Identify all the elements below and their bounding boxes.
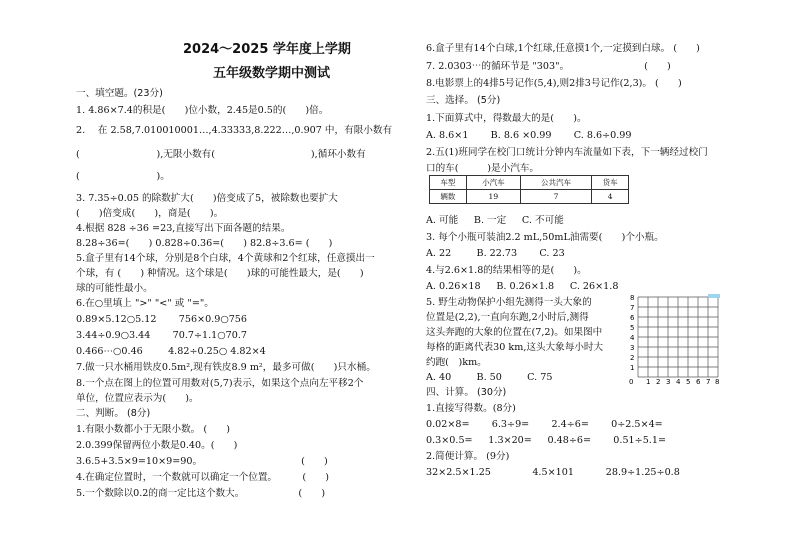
coordinate-grid [626, 292, 721, 390]
table-cell: 4 [592, 190, 629, 204]
x-tick: 2 [656, 378, 661, 386]
question-line: 1.下面算式中，得数最大的是( )。 [426, 113, 587, 124]
question-line: 球的可能性最小。 [76, 283, 153, 294]
question-line: 8.28÷36=( ) 0.828÷0.36=( ) 82.8÷3.6= ( ) [76, 238, 333, 249]
question-line: 单位，位置应表示为( )。 [76, 393, 199, 404]
table-row [430, 190, 629, 204]
table-cell: 货车 [592, 176, 629, 190]
question-line: 7. 2.0303⋯的循环节是 "303"。 ( ) [426, 61, 671, 72]
question-line: 0.466⋯○0.46 4.82÷0.25○ 4.82×4 [76, 346, 266, 357]
page-title-1: 2024～2025 学年度上学期 [183, 42, 351, 57]
table-row [430, 176, 629, 190]
question-line: 约跑( )km。 [426, 357, 487, 368]
question-line: 8.电影票上的4排5号记作(5,4),则2排3号记作(2,3)。 ( ) [426, 78, 682, 89]
question-line: 位置是(2,2),一直向东跑,2小时后,测得 [426, 312, 589, 323]
question-line: 6.在○里填上 ">" "<" 或 "="。 [76, 298, 214, 309]
x-tick: 8 [715, 378, 720, 386]
y-tick: 7 [630, 304, 635, 312]
question-line: 0.02×8= 6.3÷9= 2.4÷6= 0÷2.5×4= [426, 419, 663, 430]
question-line: ( ),无限小数有( ),循环小数有 [76, 149, 366, 160]
question-line: 0.89×5.12○5.12 756×0.9○756 [76, 314, 248, 325]
x-tick: 6 [696, 378, 701, 386]
question-line: A. 22 B. 22.73 C. 23 [426, 248, 565, 259]
question-line: 每格的距离代表30 km,这头大象每小时大 [426, 342, 604, 353]
x-tick: 7 [706, 378, 711, 386]
question-line: 2.简便计算。 (9分) [426, 451, 510, 462]
section-calc-heading: 四、计算。 (30分) [426, 387, 507, 398]
table-cell: 7 [520, 190, 591, 204]
question-line: ( )。 [76, 171, 170, 182]
y-tick: 2 [630, 354, 635, 362]
question-line: 8.一个点在图上的位置可用数对(5,7)表示，如果这个点向左平移2个 [76, 378, 364, 389]
question-line: 5.一个数除以0.2的商一定比这个数大。 ( ) [76, 488, 326, 499]
question-line: 1.有限小数都小于无限小数。 ( ) [76, 424, 231, 435]
section-judge-heading: 二、判断。 (8分) [76, 408, 151, 419]
grid-lines [638, 297, 718, 377]
question-line: 这头奔跑的大象的位置在(7,2)。如果图中 [426, 327, 603, 338]
question-line: 3.6.5+3.5×9=10×9=90。 ( ) [76, 456, 328, 467]
question-line: 5.盒子里有14个球，分别是8个白球，4个黄球和2个红球，任意摸出一 [76, 253, 375, 264]
question-line: A. 0.26×18 B. 0.26×1.8 C. 26×1.8 [426, 281, 619, 292]
question-line: 个球，有 ( ) 种情况。这个球是( )球的可能性最大，是( ) [76, 268, 364, 279]
question-line: 4.与2.6×1.8的结果相等的是( )。 [426, 265, 587, 276]
y-tick: 5 [630, 324, 635, 332]
y-tick: 8 [630, 294, 635, 302]
y-tick: 6 [630, 314, 635, 322]
question-line: ( )倍变成( )，商是( )。 [76, 208, 224, 219]
blue-marker [708, 294, 720, 298]
question-line: 口的车( )是小汽车。 [426, 163, 540, 174]
question-line: 2. 在 2.58,7.010010001…,4.33333,8.222…,0.907 中，有限小数有 [76, 125, 393, 136]
question-line: 32×2.5×1.25 4.5×101 28.9÷1.25÷0.8 [426, 467, 680, 478]
y-tick: 3 [630, 344, 635, 352]
table-cell: 小汽车 [466, 176, 520, 190]
table-cell: 车型 [430, 176, 467, 190]
question-line: 3.44÷0.9○3.44 70.7÷1.1○70.7 [76, 330, 248, 341]
x-tick: 4 [676, 378, 681, 386]
x-tick: 1 [646, 378, 651, 386]
question-line: 4.根据 828 ÷36 =23,直接写出下面各题的结果。 [76, 223, 291, 234]
question-line: 0.3×0.5= 1.3×20= 0.48÷6= 0.51÷5.1= [426, 435, 666, 446]
question-line: 1.直接写得数。(8分) [426, 403, 516, 414]
x-tick: 3 [666, 378, 671, 386]
table-cell: 19 [466, 190, 520, 204]
question-line: A. 可能 B. 一定 C. 不可能 [426, 215, 564, 226]
table-cell: 公共汽车 [520, 176, 591, 190]
section-choice-heading: 三、选择。 (5分) [426, 95, 501, 106]
page-title-2: 五年级数学期中测试 [213, 66, 331, 81]
question-line: 2.五(1)班同学在校门口统计分钟内车流量如下表，下一辆经过校门 [426, 147, 708, 158]
question-line: 6.盒子里有14个白球,1个红球,任意摸1个,一定摸到白球。 ( ) [426, 43, 700, 54]
question-line: 5. 野生动物保护小组先测得一头大象的 [426, 297, 592, 308]
question-line: 3. 7.35÷0.05 的除数扩大( )倍变成了5，被除数也要扩大 [76, 193, 338, 204]
question-line: 1. 4.86×7.4的积是( )位小数，2.45是0.5的( )倍。 [76, 105, 329, 116]
traffic-table [429, 175, 629, 204]
question-line: 4.在确定位置时，一个数就可以确定一个位置。 ( ) [76, 472, 329, 483]
table-cell: 辆数 [430, 190, 467, 204]
question-line: A. 8.6×1 B. 8.6 ×0.99 C. 8.6÷0.99 [426, 130, 632, 141]
question-line: 3. 每个小瓶可装油2.2 mL,50mL油需要( )个小瓶。 [426, 232, 664, 243]
x-tick: 0 [629, 378, 634, 386]
x-tick: 5 [686, 378, 691, 386]
question-line: 2.0.399保留两位小数是0.40。( ) [76, 440, 238, 451]
question-line: A. 40 B. 50 C. 75 [426, 372, 553, 383]
y-tick: 4 [630, 334, 635, 342]
y-tick: 1 [630, 364, 635, 372]
section-fill-heading: 一、填空题。(23分) [76, 88, 163, 99]
question-line: 7.做一只水桶用铁皮0.5m²,现有铁皮8.9 m²，最多可做( )只水桶。 [76, 362, 376, 373]
